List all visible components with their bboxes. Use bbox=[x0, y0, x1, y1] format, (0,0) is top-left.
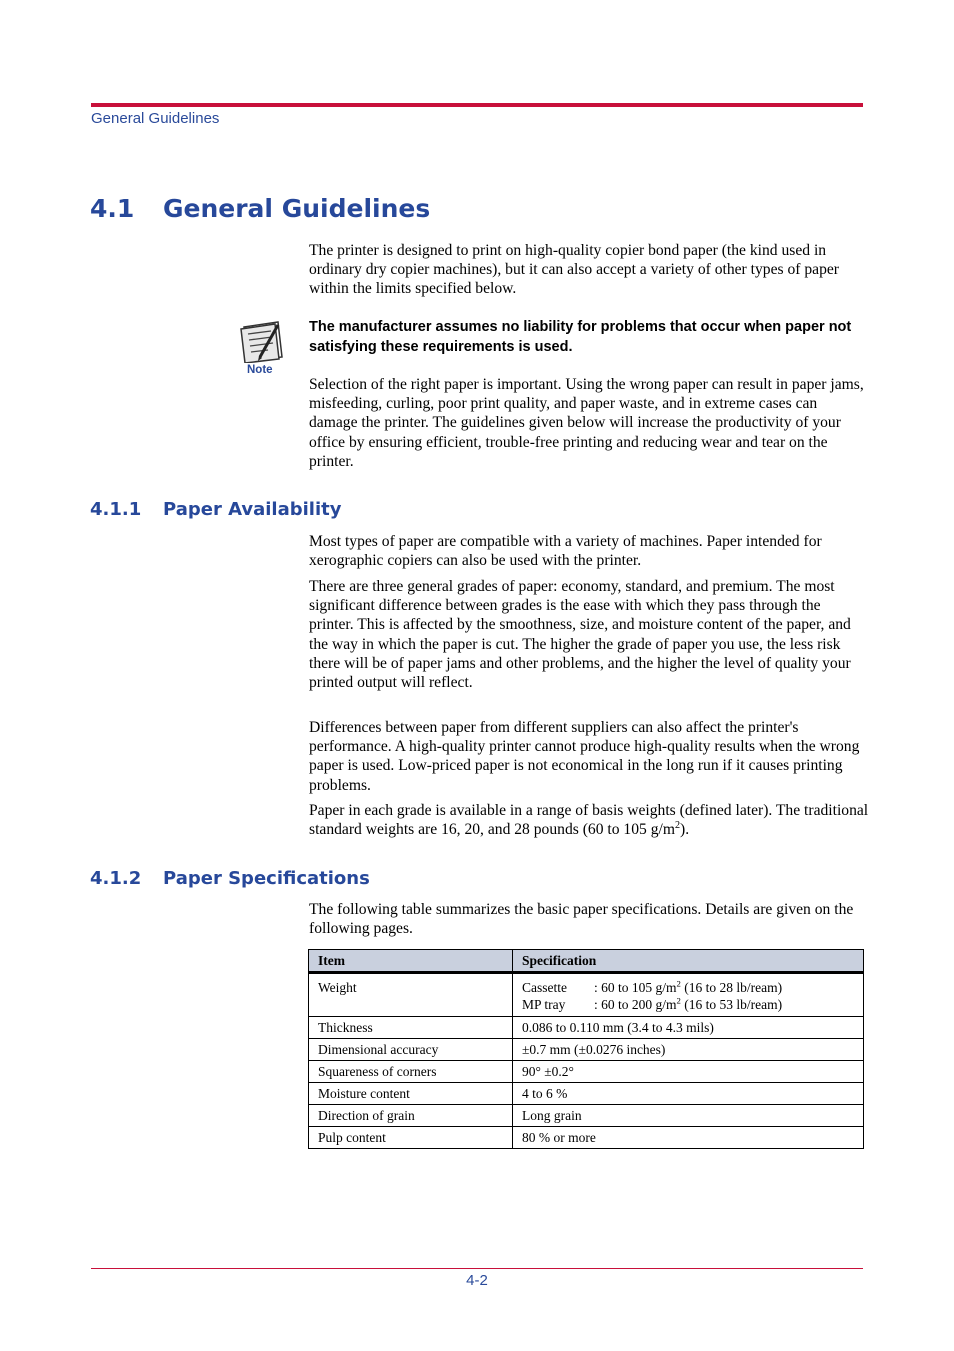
availability-paragraph-2: There are three general grades of paper: economy, standard, and premium. The most significant difference between grades is the ease with which they pass through the printer. This is affected by the smoothness, size, and moisture content of the paper, and the way in which the paper is cut. The higher the grade of paper you use, the less risk there will be of paper jams and other problems, and the higher the level of quality your printed output will reflect. bbox=[309, 578, 851, 692]
running-header: General Guidelines bbox=[91, 110, 220, 127]
subsection-title: Paper Specifications bbox=[163, 868, 370, 889]
note-pad-icon bbox=[238, 319, 286, 363]
header-rule bbox=[91, 103, 863, 107]
table-row bbox=[309, 973, 864, 1017]
page-number: 4-2 bbox=[466, 1272, 488, 1289]
section-title: General Guidelines bbox=[163, 194, 431, 223]
table-cell-item: Squareness of corners bbox=[309, 1061, 513, 1083]
table-row bbox=[309, 1105, 864, 1127]
table-row bbox=[309, 1127, 864, 1149]
section-heading bbox=[90, 194, 430, 223]
table-cell-item: Moisture content bbox=[309, 1083, 513, 1105]
table-cell-spec: 4 to 6 % bbox=[513, 1083, 864, 1105]
table-cell-spec: ±0.7 mm (±0.0276 inches) bbox=[513, 1039, 864, 1061]
table-row bbox=[309, 1083, 864, 1105]
table-cell-spec: 90° ±0.2° bbox=[513, 1061, 864, 1083]
table-row bbox=[309, 1061, 864, 1083]
table-cell-item: Direction of grain bbox=[309, 1105, 513, 1127]
table-row bbox=[309, 1017, 864, 1039]
table-row bbox=[309, 1039, 864, 1061]
subsection-number: 4.1.2 bbox=[90, 868, 142, 889]
subsection-title: Paper Availability bbox=[163, 499, 342, 520]
table-cell-item: Weight bbox=[309, 973, 513, 1017]
footer-rule bbox=[91, 1268, 863, 1269]
note-text: The manufacturer assumes no liability for problems that occur when paper not satisfying these requirements is used. bbox=[309, 319, 852, 355]
paper-spec-table bbox=[308, 949, 864, 1149]
table-cell-spec: Cassette : 60 to 105 $g/m^2$ (16 to 28 lb/ream) MP tray : 60 to 200 $g/m^2$ (16 to 53 lb/ream) bbox=[513, 973, 864, 1017]
table-cell-spec: 80 % or more bbox=[513, 1127, 864, 1149]
table-header-item: Item bbox=[309, 950, 513, 973]
table-cell-spec: 0.086 to 0.110 mm (3.4 to 4.3 mils) bbox=[513, 1017, 864, 1039]
specifications-intro: The following table summarizes the basic paper specifications. Details are given on the following pages. bbox=[309, 901, 854, 938]
subsection-number: 4.1.1 bbox=[90, 499, 142, 520]
availability-paragraph-3: Differences between paper from different suppliers can also affect the printer's performance. A high-quality printer cannot produce high-quality results when the wrong paper is used. Low-priced paper is not economical in the long run if it causes printing problems. bbox=[309, 719, 860, 794]
table-header-specification: Specification bbox=[513, 950, 864, 973]
table-cell-spec: Long grain bbox=[513, 1105, 864, 1127]
availability-paragraph-1: Most types of paper are compatible with a variety of machines. Paper intended for xerographic copiers can also be used with the printer. bbox=[309, 533, 822, 570]
section-number: 4.1 bbox=[90, 194, 135, 223]
table-cell-item: Thickness bbox=[309, 1017, 513, 1039]
table-cell-item: Pulp content bbox=[309, 1127, 513, 1149]
table-header-row bbox=[309, 950, 864, 973]
subsection-heading-specifications bbox=[90, 868, 370, 889]
subsection-heading-availability bbox=[90, 499, 341, 520]
selection-paragraph: Selection of the right paper is important. Using the wrong paper can result in paper jams, misfeeding, curling, poor print quality, and paper waste, and in extreme cases can damage the printer. The guidelines given below will increase the productivity of your office by ensuring efficient, trouble-free printing and reducing wear and tear on the printer. bbox=[309, 376, 864, 470]
intro-paragraph: The printer is designed to print on high-quality copier bond paper (the kind used in ordinary dry copier machines), but it can also accept a variety of other types of paper within the limits specified below. bbox=[309, 242, 839, 298]
availability-paragraph-4: Paper in each grade is available in a range of basis weights (defined later). The traditional standard weights are 16, 20, and 28 pounds (60 to 105 $g/m^2$). bbox=[309, 802, 869, 839]
table-cell-item: Dimensional accuracy bbox=[309, 1039, 513, 1061]
note-label: Note bbox=[247, 364, 273, 376]
